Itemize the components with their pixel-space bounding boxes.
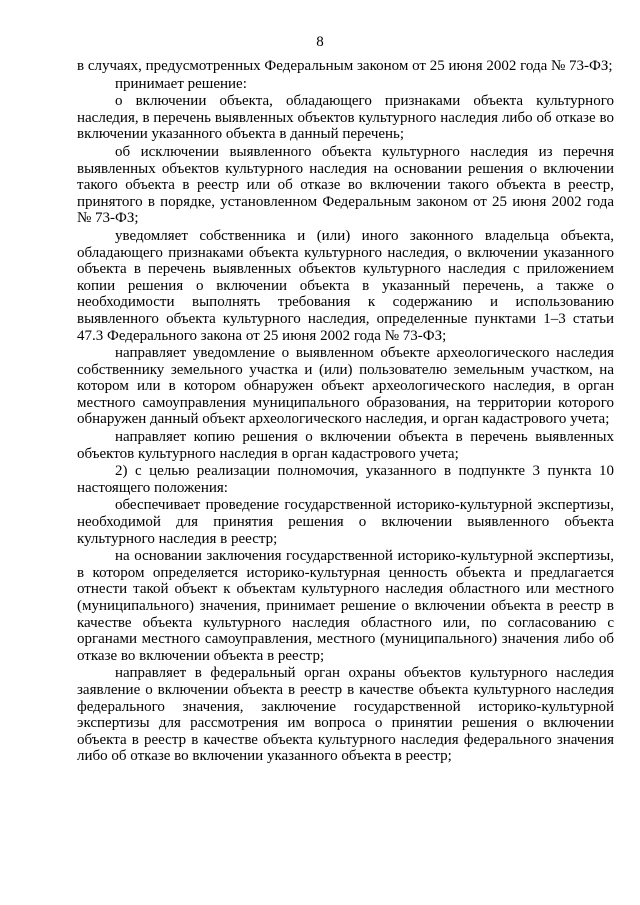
paragraph-3: о включении объекта, обладающего признаками объекта культурного наследия, в перечень выявленных объектов культурного наследия либо об отказе во включении указанного объекта в данный перечень; (77, 93, 614, 143)
paragraph-1: в случаях, предусмотренных Федеральным законом от 25 июня 2002 года № 73-ФЗ; (77, 58, 613, 74)
paragraph-9: обеспечивает проведение государственной историко-культурной экспертизы, необходимой для принятия решения о включении выявленного объекта культурного наследия в реестр; (77, 497, 614, 547)
paragraph-2: принимает решение: (115, 75, 247, 92)
paragraph-11: направляет в федеральный орган охраны объектов культурного наследия заявление о включении объекта в реестр в качестве объекта культурного наследия федерального значения, заключение государственной историко-культурной экспертизы для рассмотрения им вопроса о принятии решения о включении объекта в реестр в качестве объекта культурного наследия федерального значения либо об отказе во включении указанного объекта в реестр; (77, 665, 614, 765)
paragraph-7: направляет копию решения о включении объекта в перечень выявленных объектов культурного наследия в орган кадастрового учета; (77, 429, 614, 462)
paragraph-5: уведомляет собственника и (или) иного законного владельца объекта, обладающего признаками объекта культурного наследия, о включении указанного объекта в перечень выявленных объектов культурного наследия с приложением копии решения о включении объекта в указанный перечень, а также о необходимости выполнять требования к содержанию и использованию выявленного объекта культурного наследия, определенные пунктами 1–3 статьи 47.3 Федерального закона от 25 июня 2002 года № 73-ФЗ; (77, 227, 614, 344)
document-body (77, 58, 614, 766)
paragraph-8: 2) с целью реализации полномочия, указанного в подпункте 3 пункта 10 настоящего положения: (77, 463, 614, 496)
paragraph-6: направляет уведомление о выявленном объекте археологического наследия собственнику земельного участка и (или) пользователю земельным участком, на котором или в котором обнаружен объект археологического наследия, в орган местного самоуправления муниципального образования, на территории которого обнаружен данный объект археологического наследия, и орган кадастрового учета; (77, 345, 614, 428)
paragraph-4: об исключении выявленного объекта культурного наследия из перечня выявленных объектов культурного наследия на основании решения о включении такого объекта в реестр или об отказе во включении такого объекта в реестр, принятого в порядке, установленном Федеральным законом от 25 июня 2002 года № 73-ФЗ; (77, 143, 614, 227)
page-number: 8 (316, 34, 324, 50)
paragraph-10: на основании заключения государственной историко-культурной экспертизы, в котором определяется историко-культурная ценность объекта и предлагается отнести такой объект к объектам культурного наследия областного или местного (муниципального) значения, принимает решение о включении объекта в реестр в качестве объекта культурного наследия областного или, по согласованию с органами местного самоуправления, местного (муниципального) значения либо об отказе во включении объекта в реестр; (77, 548, 614, 664)
